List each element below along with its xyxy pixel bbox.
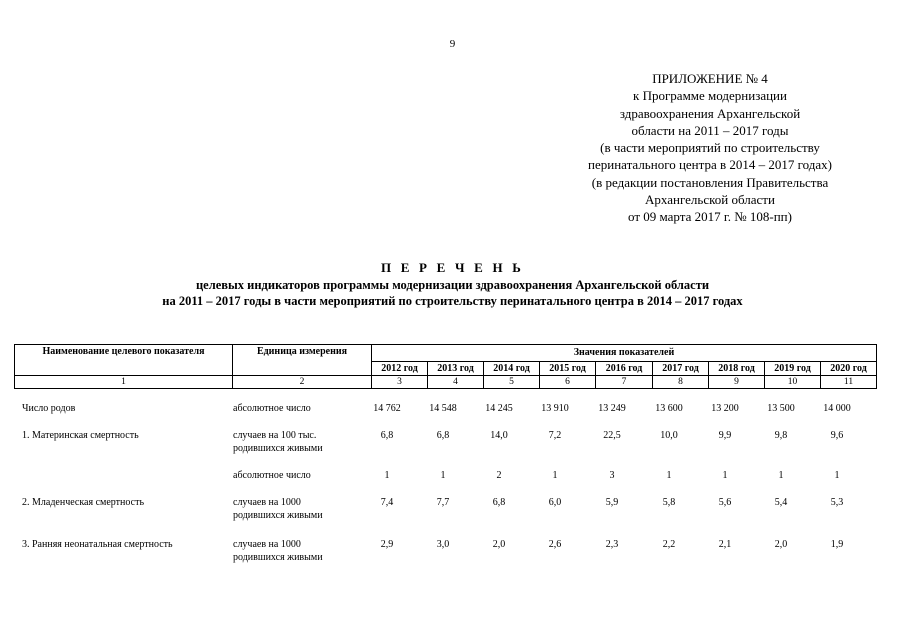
year-header: 2018 год — [709, 362, 765, 376]
indicator-value: 5,3 — [830, 497, 844, 508]
indicator-unit: случаев на 100 тыс. родившихся живыми — [233, 430, 323, 454]
indicator-value: 2 — [496, 470, 502, 481]
indicator-value: 3 — [609, 470, 615, 481]
indicator-name: 2. Младенческая смертность — [22, 497, 145, 508]
indicator-value: 1 — [666, 470, 672, 481]
indicator-value: 6,8 — [492, 497, 506, 508]
indicator-value: 5,4 — [774, 497, 788, 508]
title-heading: П Е Р Е Ч Е Н Ь — [380, 260, 525, 275]
indicator-value: 9,9 — [718, 430, 732, 441]
indicator-value: 14 548 — [429, 403, 457, 414]
appendix-line: (в редакции постановления Правительства — [591, 174, 829, 190]
indicator-value: 7,2 — [548, 430, 562, 441]
indicator-value: 2,0 — [492, 539, 506, 550]
indicator-value: 13 600 — [655, 403, 683, 414]
appendix-line: перинатального центра в 2014 – 2017 годах) — [588, 157, 832, 173]
column-number: 1 — [15, 376, 233, 389]
column-number: 6 — [540, 376, 596, 389]
year-header: 2014 год — [484, 362, 540, 376]
indicator-value: 5,6 — [718, 497, 732, 508]
indicator-unit: случаев на 1000 родившихся живыми — [233, 497, 323, 521]
column-number: 5 — [484, 376, 540, 389]
column-number: 9 — [709, 376, 765, 389]
indicator-value: 5,9 — [605, 497, 619, 508]
column-number: 11 — [821, 376, 877, 389]
indicator-value: 10,0 — [660, 430, 678, 441]
indicator-value: 6,0 — [548, 497, 562, 508]
indicator-value: 6,8 — [380, 430, 394, 441]
indicator-value: 3,0 — [436, 539, 450, 550]
year-header: 2017 год — [653, 362, 709, 376]
indicator-value: 1 — [722, 470, 728, 481]
indicator-value: 14 762 — [373, 403, 401, 414]
indicator-value: 2,1 — [718, 539, 732, 550]
indicator-value: 7,4 — [380, 497, 394, 508]
appendix-line: Архангельской области — [645, 192, 775, 208]
indicator-value: 1 — [552, 470, 558, 481]
indicator-value: 2,0 — [774, 539, 788, 550]
column-number: 2 — [233, 376, 372, 389]
indicator-value: 9,8 — [774, 430, 788, 441]
indicator-value: 6,8 — [436, 430, 450, 441]
appendix-line: к Программе модернизации — [633, 88, 787, 104]
indicator-unit: абсолютное число — [233, 470, 311, 481]
indicator-value: 1 — [440, 470, 446, 481]
indicator-value: 2,6 — [548, 539, 562, 550]
indicator-value: 13 249 — [598, 403, 626, 414]
appendix-line: (в части мероприятий по строительству — [600, 140, 820, 156]
column-number: 10 — [765, 376, 821, 389]
column-number: 3 — [372, 376, 428, 389]
page-number: 9 — [449, 38, 456, 50]
indicator-value: 1 — [834, 470, 840, 481]
appendix-line: ПРИЛОЖЕНИЕ № 4 — [652, 71, 768, 86]
column-number: 8 — [653, 376, 709, 389]
indicator-value: 14 000 — [823, 403, 851, 414]
column-number: 4 — [428, 376, 484, 389]
column-number: 7 — [596, 376, 653, 389]
indicator-unit: абсолютное число — [233, 403, 311, 414]
indicator-value: 5,8 — [662, 497, 676, 508]
document-title — [0, 260, 905, 309]
indicator-name: 3. Ранняя неонатальная смертность — [22, 539, 173, 550]
year-header: 2012 год — [372, 362, 428, 376]
indicator-value: 9,6 — [830, 430, 844, 441]
indicator-name: 1. Материнская смертность — [22, 430, 139, 441]
col-header-name: Наименование целевого показателя — [15, 345, 233, 376]
indicator-value: 13 500 — [767, 403, 795, 414]
year-header: 2013 год — [428, 362, 484, 376]
appendix-line: области на 2011 – 2017 годы — [631, 122, 789, 138]
indicator-value: 22,5 — [603, 430, 621, 441]
indicator-value: 7,7 — [436, 497, 450, 508]
indicator-value: 2,9 — [380, 539, 394, 550]
indicator-name: Число родов — [22, 403, 76, 414]
indicator-value: 1 — [778, 470, 784, 481]
indicator-value: 1,9 — [830, 539, 844, 550]
indicator-value: 14 245 — [485, 403, 513, 414]
appendix-line: от 09 марта 2017 г. № 108-пп) — [628, 209, 792, 225]
year-header: 2019 год — [765, 362, 821, 376]
year-header: 2020 год — [821, 362, 877, 376]
indicators-table-header — [14, 344, 877, 389]
appendix-line: здравоохранения Архангельской — [619, 105, 801, 121]
title-line-2: на 2011 – 2017 годы в части мероприятий по строительству перинатального центра в 2014 – 2017 годах — [162, 294, 743, 308]
title-line-1: целевых индикаторов программы модернизации здравоохранения Архангельской области — [195, 278, 710, 292]
year-header: 2015 год — [540, 362, 596, 376]
indicator-value: 2,3 — [605, 539, 619, 550]
col-header-unit: Единица измерения — [233, 345, 372, 376]
indicator-value: 14,0 — [490, 430, 508, 441]
indicator-value: 2,2 — [662, 539, 676, 550]
indicator-value: 1 — [384, 470, 390, 481]
col-header-values: Значения показателей — [372, 345, 877, 362]
appendix-header — [540, 70, 880, 226]
indicator-unit: случаев на 1000 родившихся живыми — [233, 539, 323, 563]
indicator-value: 13 910 — [541, 403, 569, 414]
indicator-value: 13 200 — [711, 403, 739, 414]
year-header: 2016 год — [596, 362, 653, 376]
